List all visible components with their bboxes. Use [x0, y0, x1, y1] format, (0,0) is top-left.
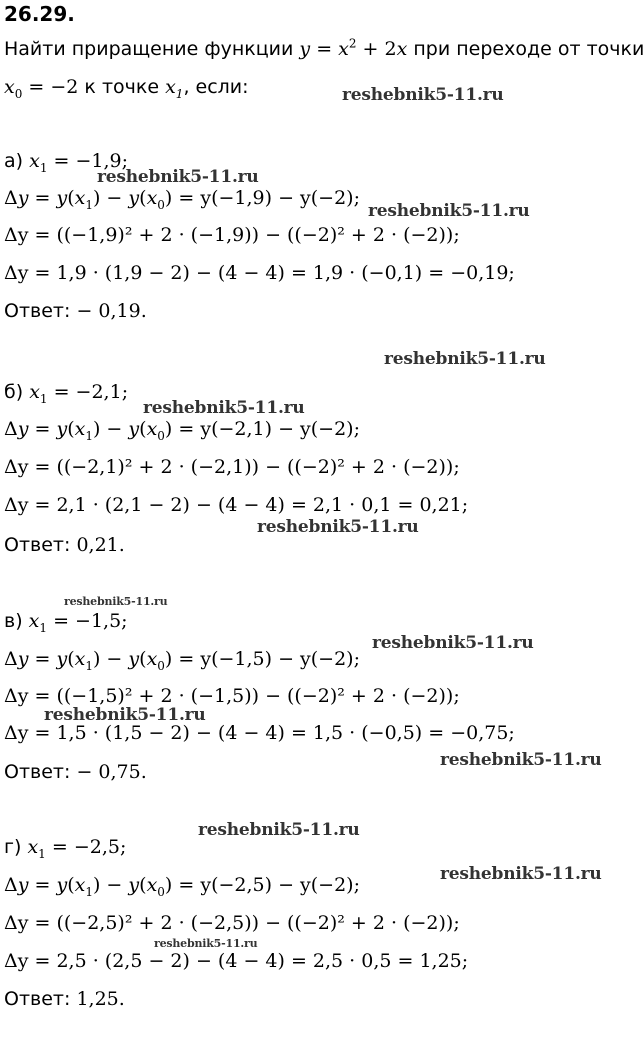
problem-statement-line-2: [4, 76, 249, 101]
part-v-line-2: Δy = ((−1,5)² + 2 · (−1,5)) − ((−2)² + 2 · (−2));: [4, 685, 460, 707]
x0-definition: $x_0 = -2$: [4, 76, 79, 101]
answer-label: Ответ:: [4, 534, 71, 556]
answer-value: 0,21.: [76, 534, 125, 556]
problem-number: 26.29.: [4, 2, 75, 26]
part-v-line-1: $\Delta y = y(x_1) - y(x_0) = y(-1,5) - y(-2)$;: [4, 648, 360, 673]
part-g-answer: [4, 988, 125, 1010]
part-g-line-3: Δy = 2,5 · (2,5 − 2) − (4 − 4) = 2,5 · 0,5 = 1,25;: [4, 950, 469, 972]
part-a-line-1: $\Delta y = y(x_1) - y(x_0) = y(-1,9) - y(-2)$;: [4, 187, 360, 212]
statement-tail: при переходе от точки: [413, 38, 644, 60]
part-label: г): [4, 836, 22, 858]
part-a-answer: [4, 300, 147, 322]
watermark: reshebnik5-11.ru: [257, 517, 419, 537]
watermark: reshebnik5-11.ru: [198, 820, 360, 840]
answer-value: − 0,75.: [76, 761, 147, 783]
watermark: reshebnik5-11.ru: [154, 937, 258, 950]
line1-rhs: = y(−2,1) − y(−2);: [178, 418, 360, 440]
watermark: reshebnik5-11.ru: [143, 398, 305, 418]
part-b-given: б) $x_1 = -2,1$;: [4, 381, 129, 406]
given-value: = −2,5;: [51, 836, 127, 858]
answer-label: Ответ:: [4, 761, 71, 783]
watermark: reshebnik5-11.ru: [440, 750, 602, 770]
given-value: = −2,1;: [53, 381, 129, 403]
part-label: а): [4, 150, 24, 172]
watermark: reshebnik5-11.ru: [372, 633, 534, 653]
part-b-answer: [4, 534, 125, 556]
part-g-line-2: Δy = ((−2,5)² + 2 · (−2,5)) − ((−2)² + 2 · (−2));: [4, 912, 460, 934]
part-b-line-1: $\Delta y = y(x_1) - y(x_0) = y(-2,1) - y(-2)$;: [4, 418, 360, 443]
line1-rhs: = y(−2,5) − y(−2);: [178, 874, 360, 896]
watermark: reshebnik5-11.ru: [342, 85, 504, 105]
watermark: reshebnik5-11.ru: [368, 201, 530, 221]
watermark: reshebnik5-11.ru: [384, 349, 546, 369]
line1-rhs: = y(−1,5) − y(−2);: [178, 648, 360, 670]
answer-label: Ответ:: [4, 300, 71, 322]
given-value: = −1,9;: [53, 150, 129, 172]
statement-text: Найти приращение функции: [4, 38, 294, 60]
given-value: = −1,5;: [53, 610, 128, 632]
part-v-line-3: Δy = 1,5 · (1,5 − 2) − (4 − 4) = 1,5 · (−0,5) = −0,75;: [4, 722, 515, 744]
statement-end: , если:: [183, 76, 249, 98]
part-label: б): [4, 381, 24, 403]
part-b-line-2: Δy = ((−2,1)² + 2 · (−2,1)) − ((−2)² + 2 · (−2));: [4, 456, 460, 478]
part-v-answer: [4, 761, 147, 783]
part-g-given: г) $x_1 = -2,5$;: [4, 836, 127, 861]
watermark: reshebnik5-11.ru: [97, 167, 259, 187]
watermark: reshebnik5-11.ru: [440, 864, 602, 884]
line1-rhs: = y(−1,9) − y(−2);: [178, 187, 360, 209]
part-g-line-1: $\Delta y = y(x_1) - y(x_0) = y(-2,5) - y(-2)$;: [4, 874, 360, 899]
watermark: reshebnik5-11.ru: [44, 705, 206, 725]
function-formula: $y = x^2 + 2x$: [299, 36, 408, 60]
answer-label: Ответ:: [4, 988, 71, 1010]
part-label: в): [4, 610, 23, 632]
part-a-given: а) $x_1 = -1,9$;: [4, 150, 129, 175]
part-b-line-3: Δy = 2,1 · (2,1 − 2) − (4 − 4) = 2,1 · 0,1 = 0,21;: [4, 494, 469, 516]
answer-value: − 0,19.: [76, 300, 147, 322]
statement-mid: к точке: [84, 76, 160, 98]
part-a-line-3: Δy = 1,9 · (1,9 − 2) − (4 − 4) = 1,9 · (−0,1) = −0,19;: [4, 262, 515, 284]
x1-symbol: $x_1$: [165, 76, 184, 101]
part-v-given: в) $x_1 = -1,5$;: [4, 610, 128, 635]
problem-statement-line-1: [4, 38, 644, 60]
answer-value: 1,25.: [76, 988, 125, 1010]
watermark: reshebnik5-11.ru: [64, 595, 168, 608]
part-a-line-2: Δy = ((−1,9)² + 2 · (−1,9)) − ((−2)² + 2 · (−2));: [4, 224, 460, 246]
